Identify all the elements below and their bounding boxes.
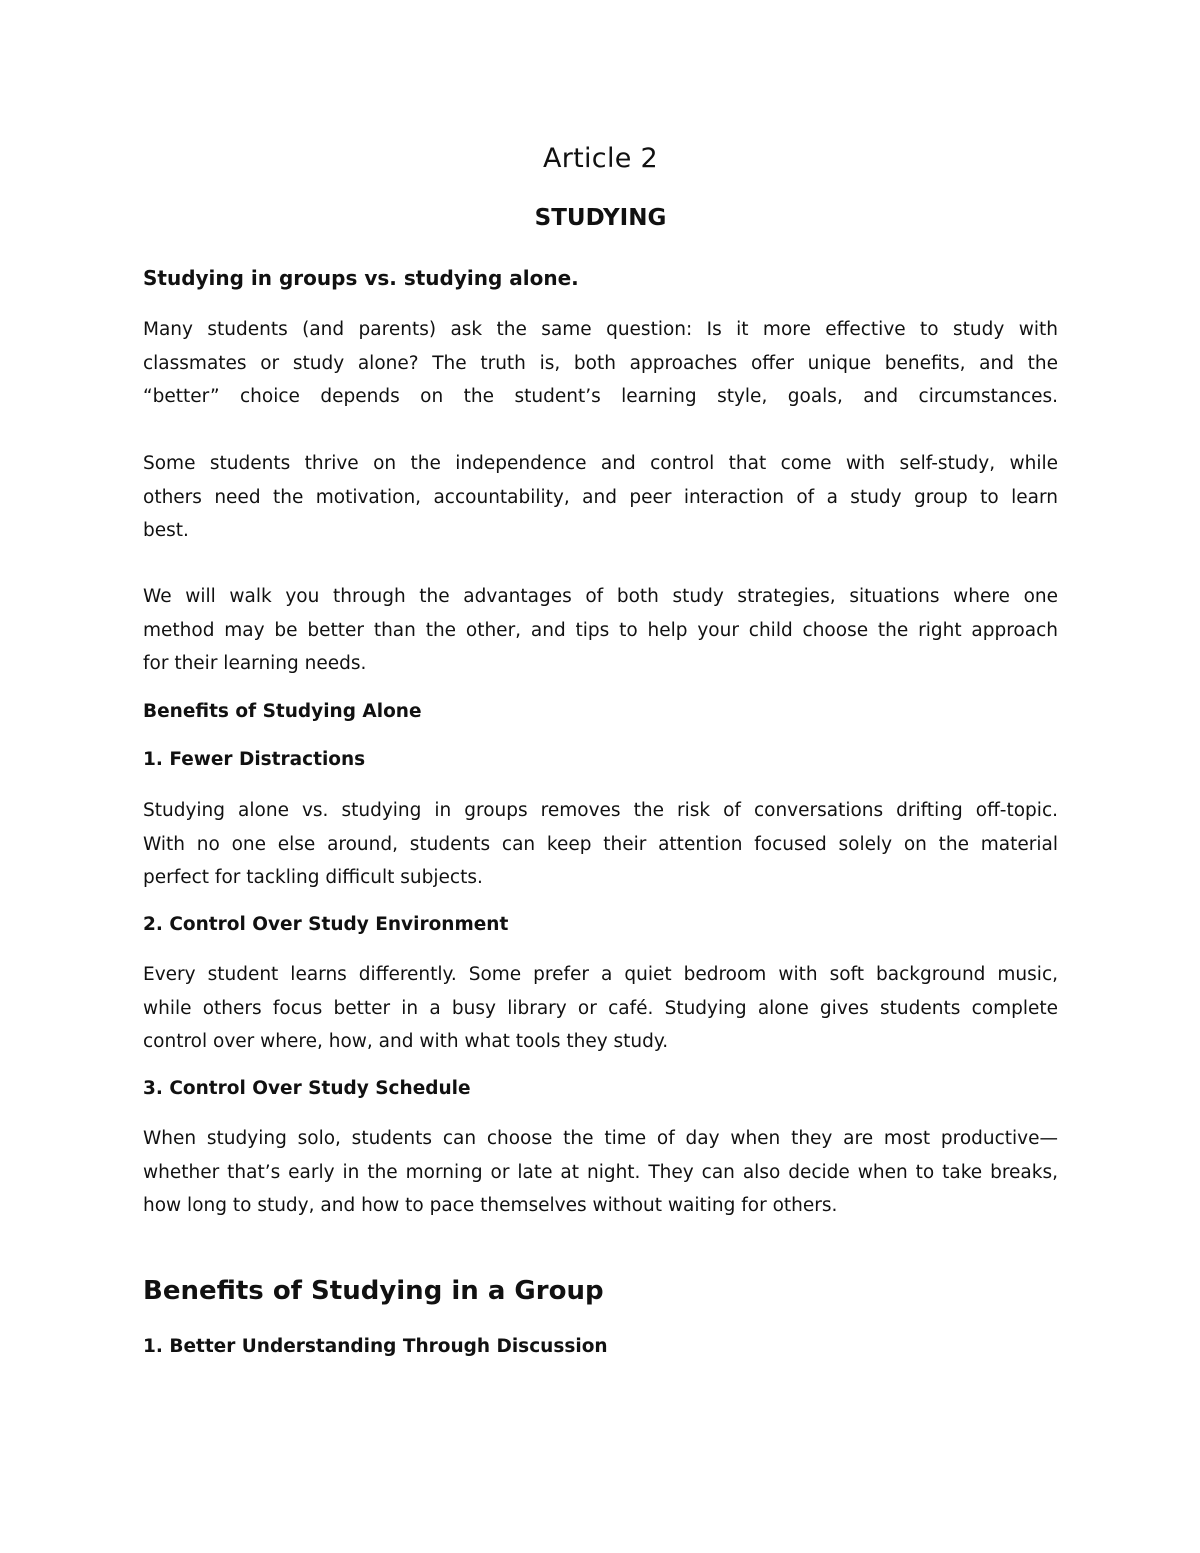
paragraph-line: Some students thrive on the independence and control that come with self-study, while bbox=[143, 453, 1058, 474]
paragraph-line: method may be better than the other, and tips to help your child choose the right approach bbox=[143, 619, 1058, 641]
intro-paragraph-1 bbox=[143, 313, 1058, 414]
paragraph-line: control over where, how, and with what tools they study. bbox=[143, 1031, 669, 1052]
paragraph-line: best. bbox=[143, 520, 189, 541]
paragraph-line: We will walk you through the advantages of both study strategies, situations where one bbox=[143, 586, 1058, 607]
paragraph-line: perfect for tackling difficult subjects. bbox=[143, 867, 483, 888]
paragraph-line: When studying solo, students can choose the time of day when they are most productive— bbox=[143, 1128, 1058, 1149]
group-heading: Benefits of Studying in a Group bbox=[143, 1276, 604, 1306]
section-paragraph-study-environment bbox=[143, 958, 1058, 1059]
section-heading-understanding-discussion: 1. Better Understanding Through Discussion bbox=[143, 1336, 608, 1357]
section-paragraph-fewer-distractions bbox=[143, 794, 1058, 895]
paragraph-line: whether that’s early in the morning or late at night. They can also decide when to take breaks, bbox=[143, 1161, 1058, 1183]
paragraph-line: “better” choice depends on the student’s learning style, goals, and circumstances. bbox=[143, 386, 1058, 407]
intro-paragraph-3 bbox=[143, 580, 1058, 681]
paragraph-line: others need the motivation, accountability, and peer interaction of a study group to learn bbox=[143, 486, 1058, 508]
intro-paragraph-2 bbox=[143, 447, 1058, 548]
document-subtitle: Studying in groups vs. studying alone. bbox=[143, 266, 579, 290]
paragraph-line: classmates or study alone? The truth is, both approaches offer unique benefits, and the bbox=[143, 352, 1058, 374]
article-label: Article 2 bbox=[542, 143, 659, 174]
paragraph-line: Every student learns differently. Some prefer a quiet bedroom with soft background music, bbox=[143, 964, 1058, 985]
section-heading-study-schedule: 3. Control Over Study Schedule bbox=[143, 1078, 471, 1099]
section-heading-fewer-distractions: 1. Fewer Distractions bbox=[143, 749, 366, 770]
paragraph-line: how long to study, and how to pace themselves without waiting for others. bbox=[143, 1195, 838, 1216]
paragraph-line: With no one else around, students can keep their attention focused solely on the material bbox=[143, 833, 1058, 855]
document-title: STUDYING bbox=[534, 205, 667, 231]
paragraph-line: Studying alone vs. studying in groups removes the risk of conversations drifting off-topic. bbox=[143, 800, 1058, 821]
alone-heading: Benefits of Studying Alone bbox=[143, 701, 422, 722]
section-heading-study-environment: 2. Control Over Study Environment bbox=[143, 914, 509, 935]
paragraph-line: Many students (and parents) ask the same question: Is it more effective to study with bbox=[143, 319, 1058, 340]
paragraph-line: for their learning needs. bbox=[143, 653, 367, 674]
section-paragraph-study-schedule bbox=[143, 1122, 1058, 1223]
paragraph-line: while others focus better in a busy library or café. Studying alone gives students complete bbox=[143, 997, 1058, 1019]
